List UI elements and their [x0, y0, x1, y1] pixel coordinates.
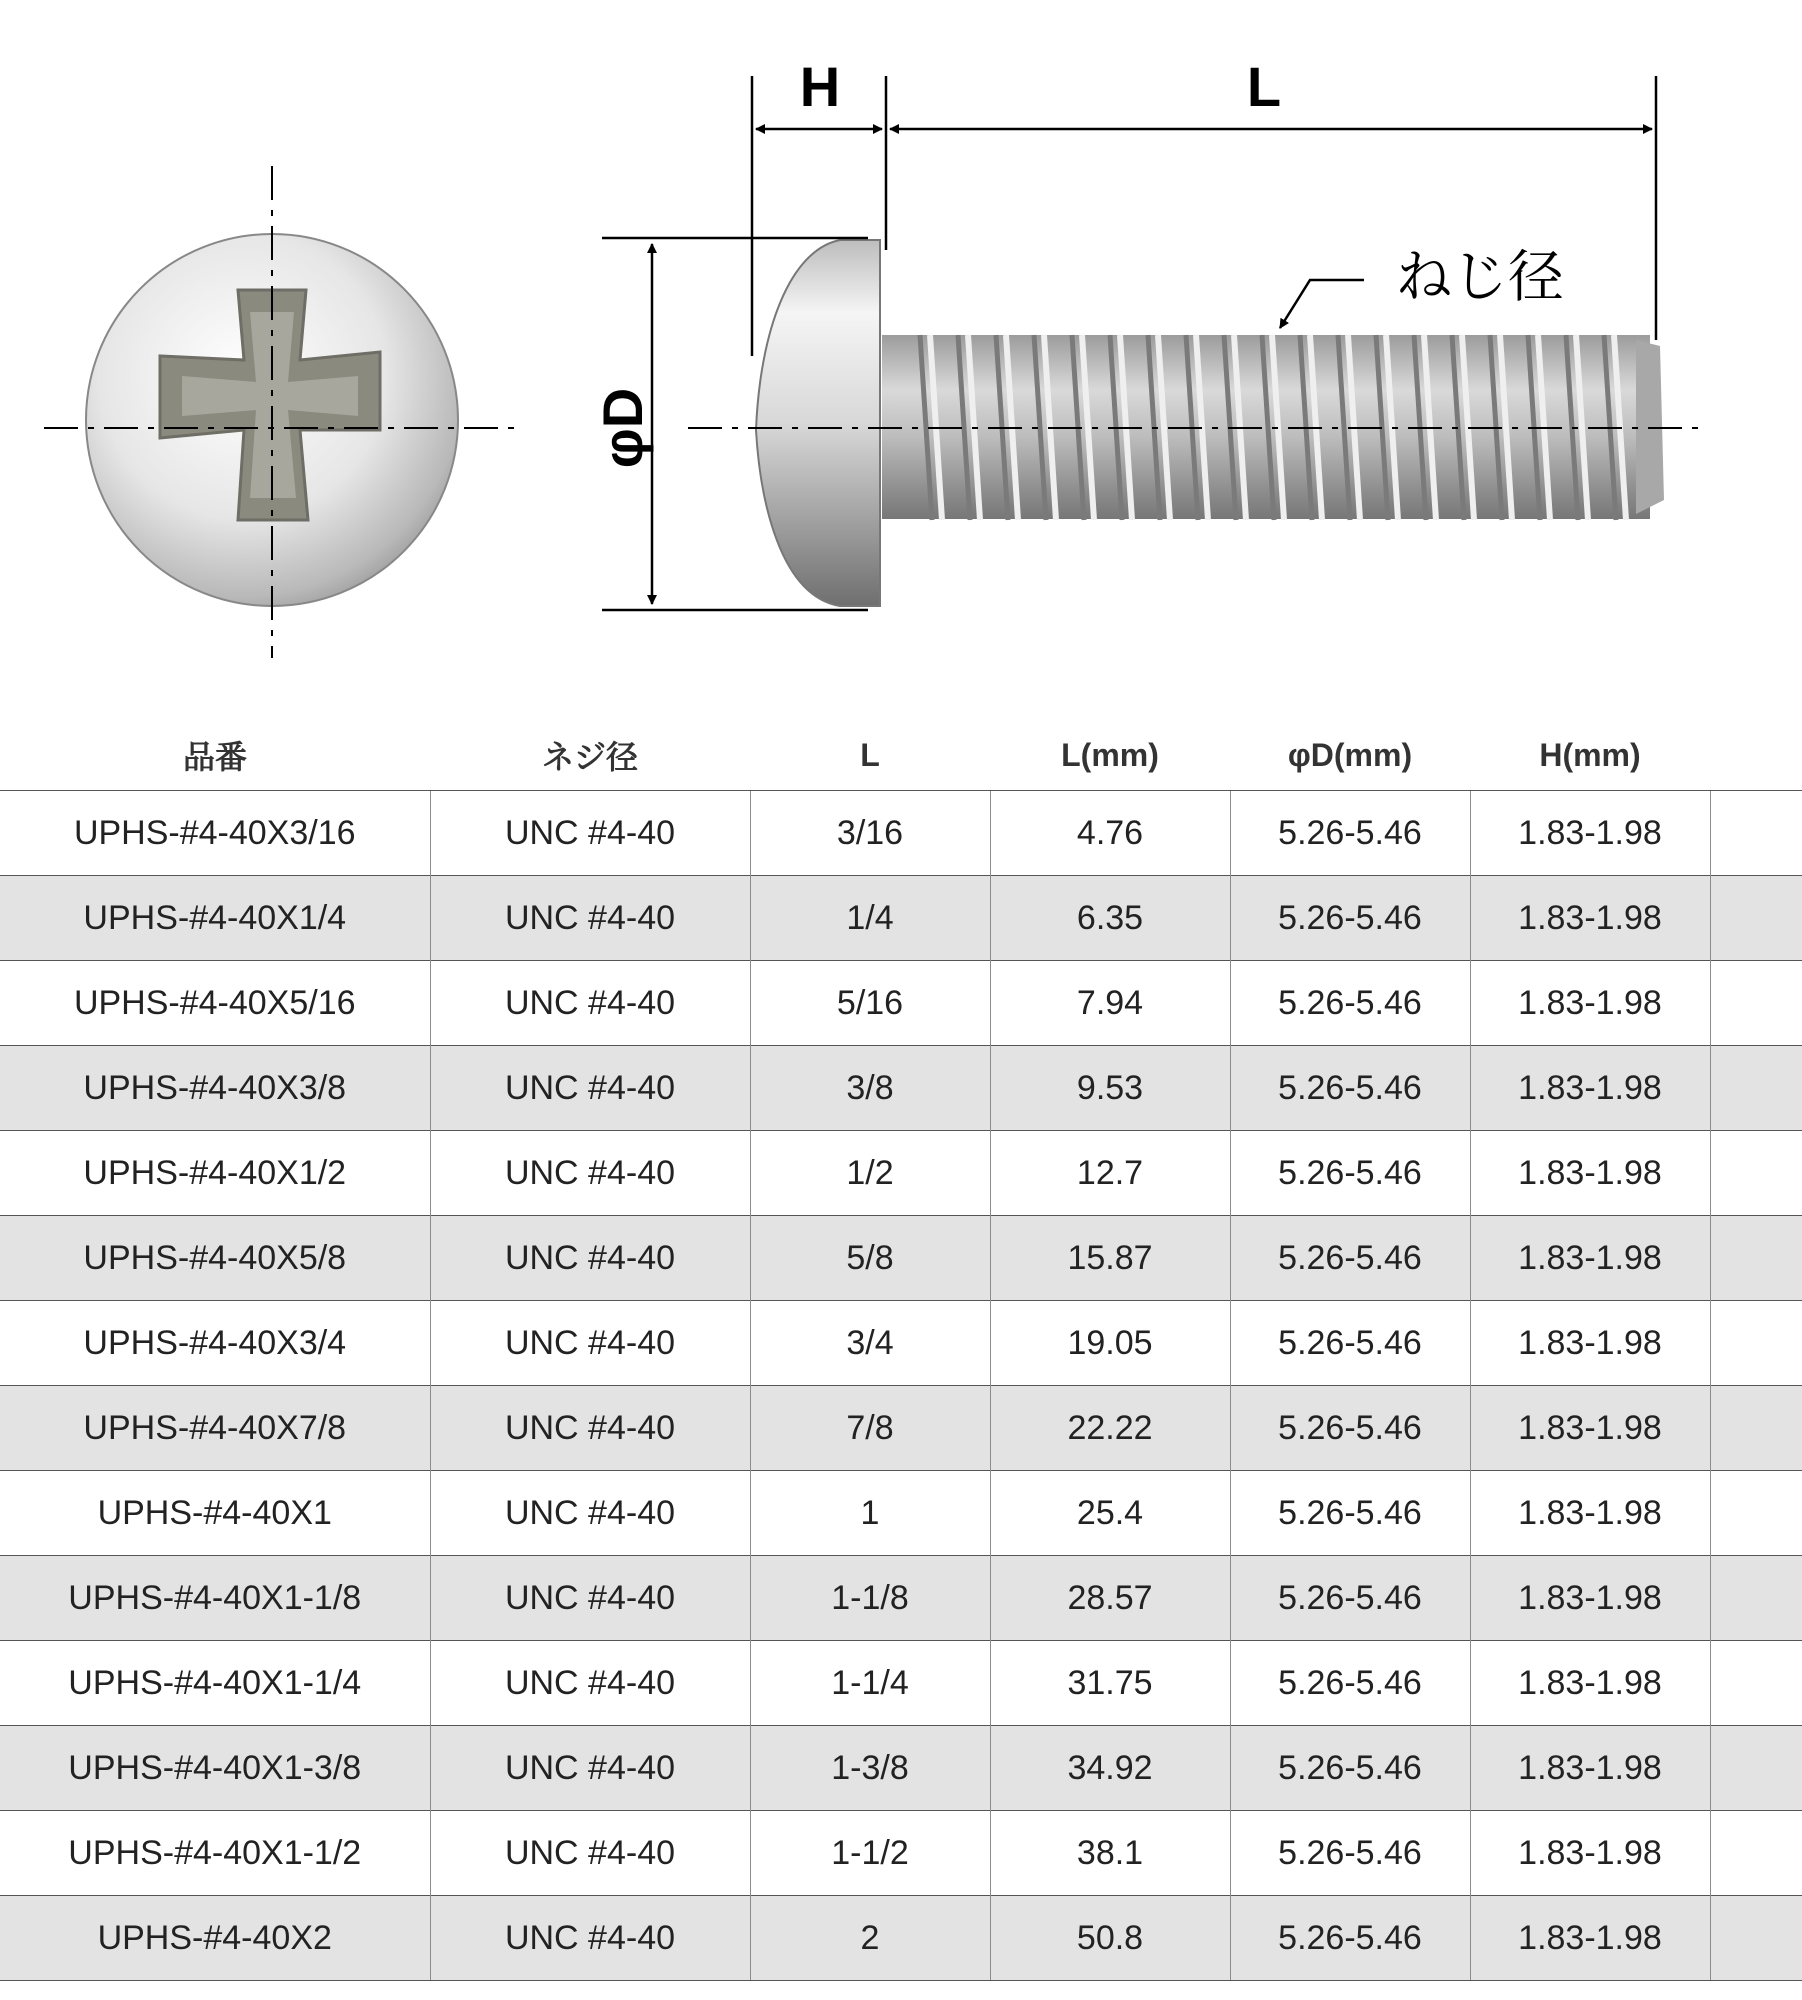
table-cell: 1.83-1.98	[1470, 1896, 1710, 1981]
table-cell: 38.1	[990, 1811, 1230, 1896]
table-cell: UPHS-#4-40X1-1/2	[0, 1811, 430, 1896]
table-row	[0, 961, 1802, 1046]
screw-head-top-view	[44, 166, 516, 658]
table-cell: 1-1/4	[750, 1641, 990, 1726]
table-cell: 2	[750, 1896, 990, 1981]
table-cell: 1-1/2	[750, 1811, 990, 1896]
row-spacer	[1710, 1556, 1802, 1641]
column-header: 品番	[0, 720, 430, 791]
thread-diameter-label: ねじ径	[1396, 245, 1564, 308]
table-cell: 3/8	[750, 1046, 990, 1131]
table-cell: 1.83-1.98	[1470, 1471, 1710, 1556]
table-cell: UNC #4-40	[430, 1386, 750, 1471]
table-cell: 22.22	[990, 1386, 1230, 1471]
row-spacer	[1710, 791, 1802, 876]
table-row	[0, 791, 1802, 876]
column-header: φD(mm)	[1230, 720, 1470, 791]
table-row	[0, 876, 1802, 961]
table-cell: 5.26-5.46	[1230, 961, 1470, 1046]
table-cell: 5.26-5.46	[1230, 1131, 1470, 1216]
table-row	[0, 1301, 1802, 1386]
dimension-h-label: H	[799, 55, 841, 118]
row-spacer	[1710, 1386, 1802, 1471]
table-cell: UPHS-#4-40X3/4	[0, 1301, 430, 1386]
column-header: L	[750, 720, 990, 791]
table-cell: UNC #4-40	[430, 876, 750, 961]
table-cell: 5.26-5.46	[1230, 1386, 1470, 1471]
table-body	[0, 791, 1802, 1981]
table-cell: UNC #4-40	[430, 1726, 750, 1811]
row-spacer	[1710, 1216, 1802, 1301]
table-cell: 5.26-5.46	[1230, 1641, 1470, 1726]
table-cell: UNC #4-40	[430, 791, 750, 876]
table-cell: UNC #4-40	[430, 1046, 750, 1131]
table-cell: 1.83-1.98	[1470, 1216, 1710, 1301]
table-row	[0, 1216, 1802, 1301]
table-cell: 1.83-1.98	[1470, 791, 1710, 876]
table-cell: 5.26-5.46	[1230, 1301, 1470, 1386]
table-cell: 31.75	[990, 1641, 1230, 1726]
table-row	[0, 1046, 1802, 1131]
table-header-row	[0, 720, 1802, 791]
table-cell: 5.26-5.46	[1230, 1896, 1470, 1981]
row-spacer	[1710, 1641, 1802, 1726]
specification-table	[0, 720, 1802, 1981]
table-cell: 5.26-5.46	[1230, 1556, 1470, 1641]
dimension-d-label: φD	[591, 387, 654, 469]
table-cell: UNC #4-40	[430, 1556, 750, 1641]
table-cell: 15.87	[990, 1216, 1230, 1301]
table-cell: UPHS-#4-40X1/4	[0, 876, 430, 961]
table-row	[0, 1386, 1802, 1471]
table-cell: 5.26-5.46	[1230, 1726, 1470, 1811]
table-cell: 1-3/8	[750, 1726, 990, 1811]
table-cell: 5/16	[750, 961, 990, 1046]
table-cell: UNC #4-40	[430, 961, 750, 1046]
table-cell: 1-1/8	[750, 1556, 990, 1641]
table-cell: 1.83-1.98	[1470, 1301, 1710, 1386]
table-cell: 1.83-1.98	[1470, 1556, 1710, 1641]
table-cell: UPHS-#4-40X3/16	[0, 791, 430, 876]
row-spacer	[1710, 1471, 1802, 1556]
table-cell: 34.92	[990, 1726, 1230, 1811]
table-row	[0, 1896, 1802, 1981]
table-cell: UPHS-#4-40X7/8	[0, 1386, 430, 1471]
table-cell: UNC #4-40	[430, 1131, 750, 1216]
column-header: ネジ径	[430, 720, 750, 791]
table-cell: UPHS-#4-40X1	[0, 1471, 430, 1556]
table-cell: 1.83-1.98	[1470, 961, 1710, 1046]
table-row	[0, 1811, 1802, 1896]
column-header: H(mm)	[1470, 720, 1710, 791]
table-cell: 7.94	[990, 961, 1230, 1046]
table-cell: 25.4	[990, 1471, 1230, 1556]
table-cell: 3/16	[750, 791, 990, 876]
table-cell: 1.83-1.98	[1470, 1131, 1710, 1216]
table-cell: UPHS-#4-40X2	[0, 1896, 430, 1981]
column-header: L(mm)	[990, 720, 1230, 791]
table-cell: 3/4	[750, 1301, 990, 1386]
table-cell: 5.26-5.46	[1230, 1811, 1470, 1896]
table-cell: 4.76	[990, 791, 1230, 876]
table-cell: UNC #4-40	[430, 1896, 750, 1981]
table-cell: 1	[750, 1471, 990, 1556]
table-cell: 28.57	[990, 1556, 1230, 1641]
table-cell: 9.53	[990, 1046, 1230, 1131]
table-row	[0, 1556, 1802, 1641]
table-row	[0, 1726, 1802, 1811]
row-spacer	[1710, 1046, 1802, 1131]
table-cell: 19.05	[990, 1301, 1230, 1386]
table-cell: 12.7	[990, 1131, 1230, 1216]
table-cell: 5.26-5.46	[1230, 876, 1470, 961]
screw-dimension-diagram	[0, 0, 1802, 700]
table-cell: 1/4	[750, 876, 990, 961]
table-cell: UNC #4-40	[430, 1471, 750, 1556]
table-cell: UPHS-#4-40X1-1/8	[0, 1556, 430, 1641]
table-cell: UPHS-#4-40X1/2	[0, 1131, 430, 1216]
table-cell: 7/8	[750, 1386, 990, 1471]
table-cell: 5.26-5.46	[1230, 1046, 1470, 1131]
table-row	[0, 1131, 1802, 1216]
table-cell: 50.8	[990, 1896, 1230, 1981]
table-cell: 1.83-1.98	[1470, 1726, 1710, 1811]
table-cell: UPHS-#4-40X3/8	[0, 1046, 430, 1131]
header-spacer	[1710, 720, 1802, 791]
row-spacer	[1710, 961, 1802, 1046]
table-cell: UPHS-#4-40X1-1/4	[0, 1641, 430, 1726]
table-cell: UNC #4-40	[430, 1301, 750, 1386]
table-cell: UPHS-#4-40X5/16	[0, 961, 430, 1046]
table-cell: 1.83-1.98	[1470, 876, 1710, 961]
table-cell: UPHS-#4-40X5/8	[0, 1216, 430, 1301]
table-row	[0, 1471, 1802, 1556]
row-spacer	[1710, 876, 1802, 961]
dimension-l-label: L	[1246, 55, 1282, 118]
table-cell: 1.83-1.98	[1470, 1386, 1710, 1471]
row-spacer	[1710, 1811, 1802, 1896]
row-spacer	[1710, 1301, 1802, 1386]
table-cell: 1/2	[750, 1131, 990, 1216]
table-cell: 5.26-5.46	[1230, 1471, 1470, 1556]
row-spacer	[1710, 1131, 1802, 1216]
table-cell: 5.26-5.46	[1230, 791, 1470, 876]
table-cell: UPHS-#4-40X1-3/8	[0, 1726, 430, 1811]
table-cell: 6.35	[990, 876, 1230, 961]
table-cell: UNC #4-40	[430, 1216, 750, 1301]
table-row	[0, 1641, 1802, 1726]
table-cell: 1.83-1.98	[1470, 1046, 1710, 1131]
table-cell: UNC #4-40	[430, 1811, 750, 1896]
table-cell: UNC #4-40	[430, 1641, 750, 1726]
table-cell: 5.26-5.46	[1230, 1216, 1470, 1301]
table-cell: 1.83-1.98	[1470, 1641, 1710, 1726]
table-cell: 5/8	[750, 1216, 990, 1301]
table-cell: 1.83-1.98	[1470, 1811, 1710, 1896]
row-spacer	[1710, 1726, 1802, 1811]
row-spacer	[1710, 1896, 1802, 1981]
